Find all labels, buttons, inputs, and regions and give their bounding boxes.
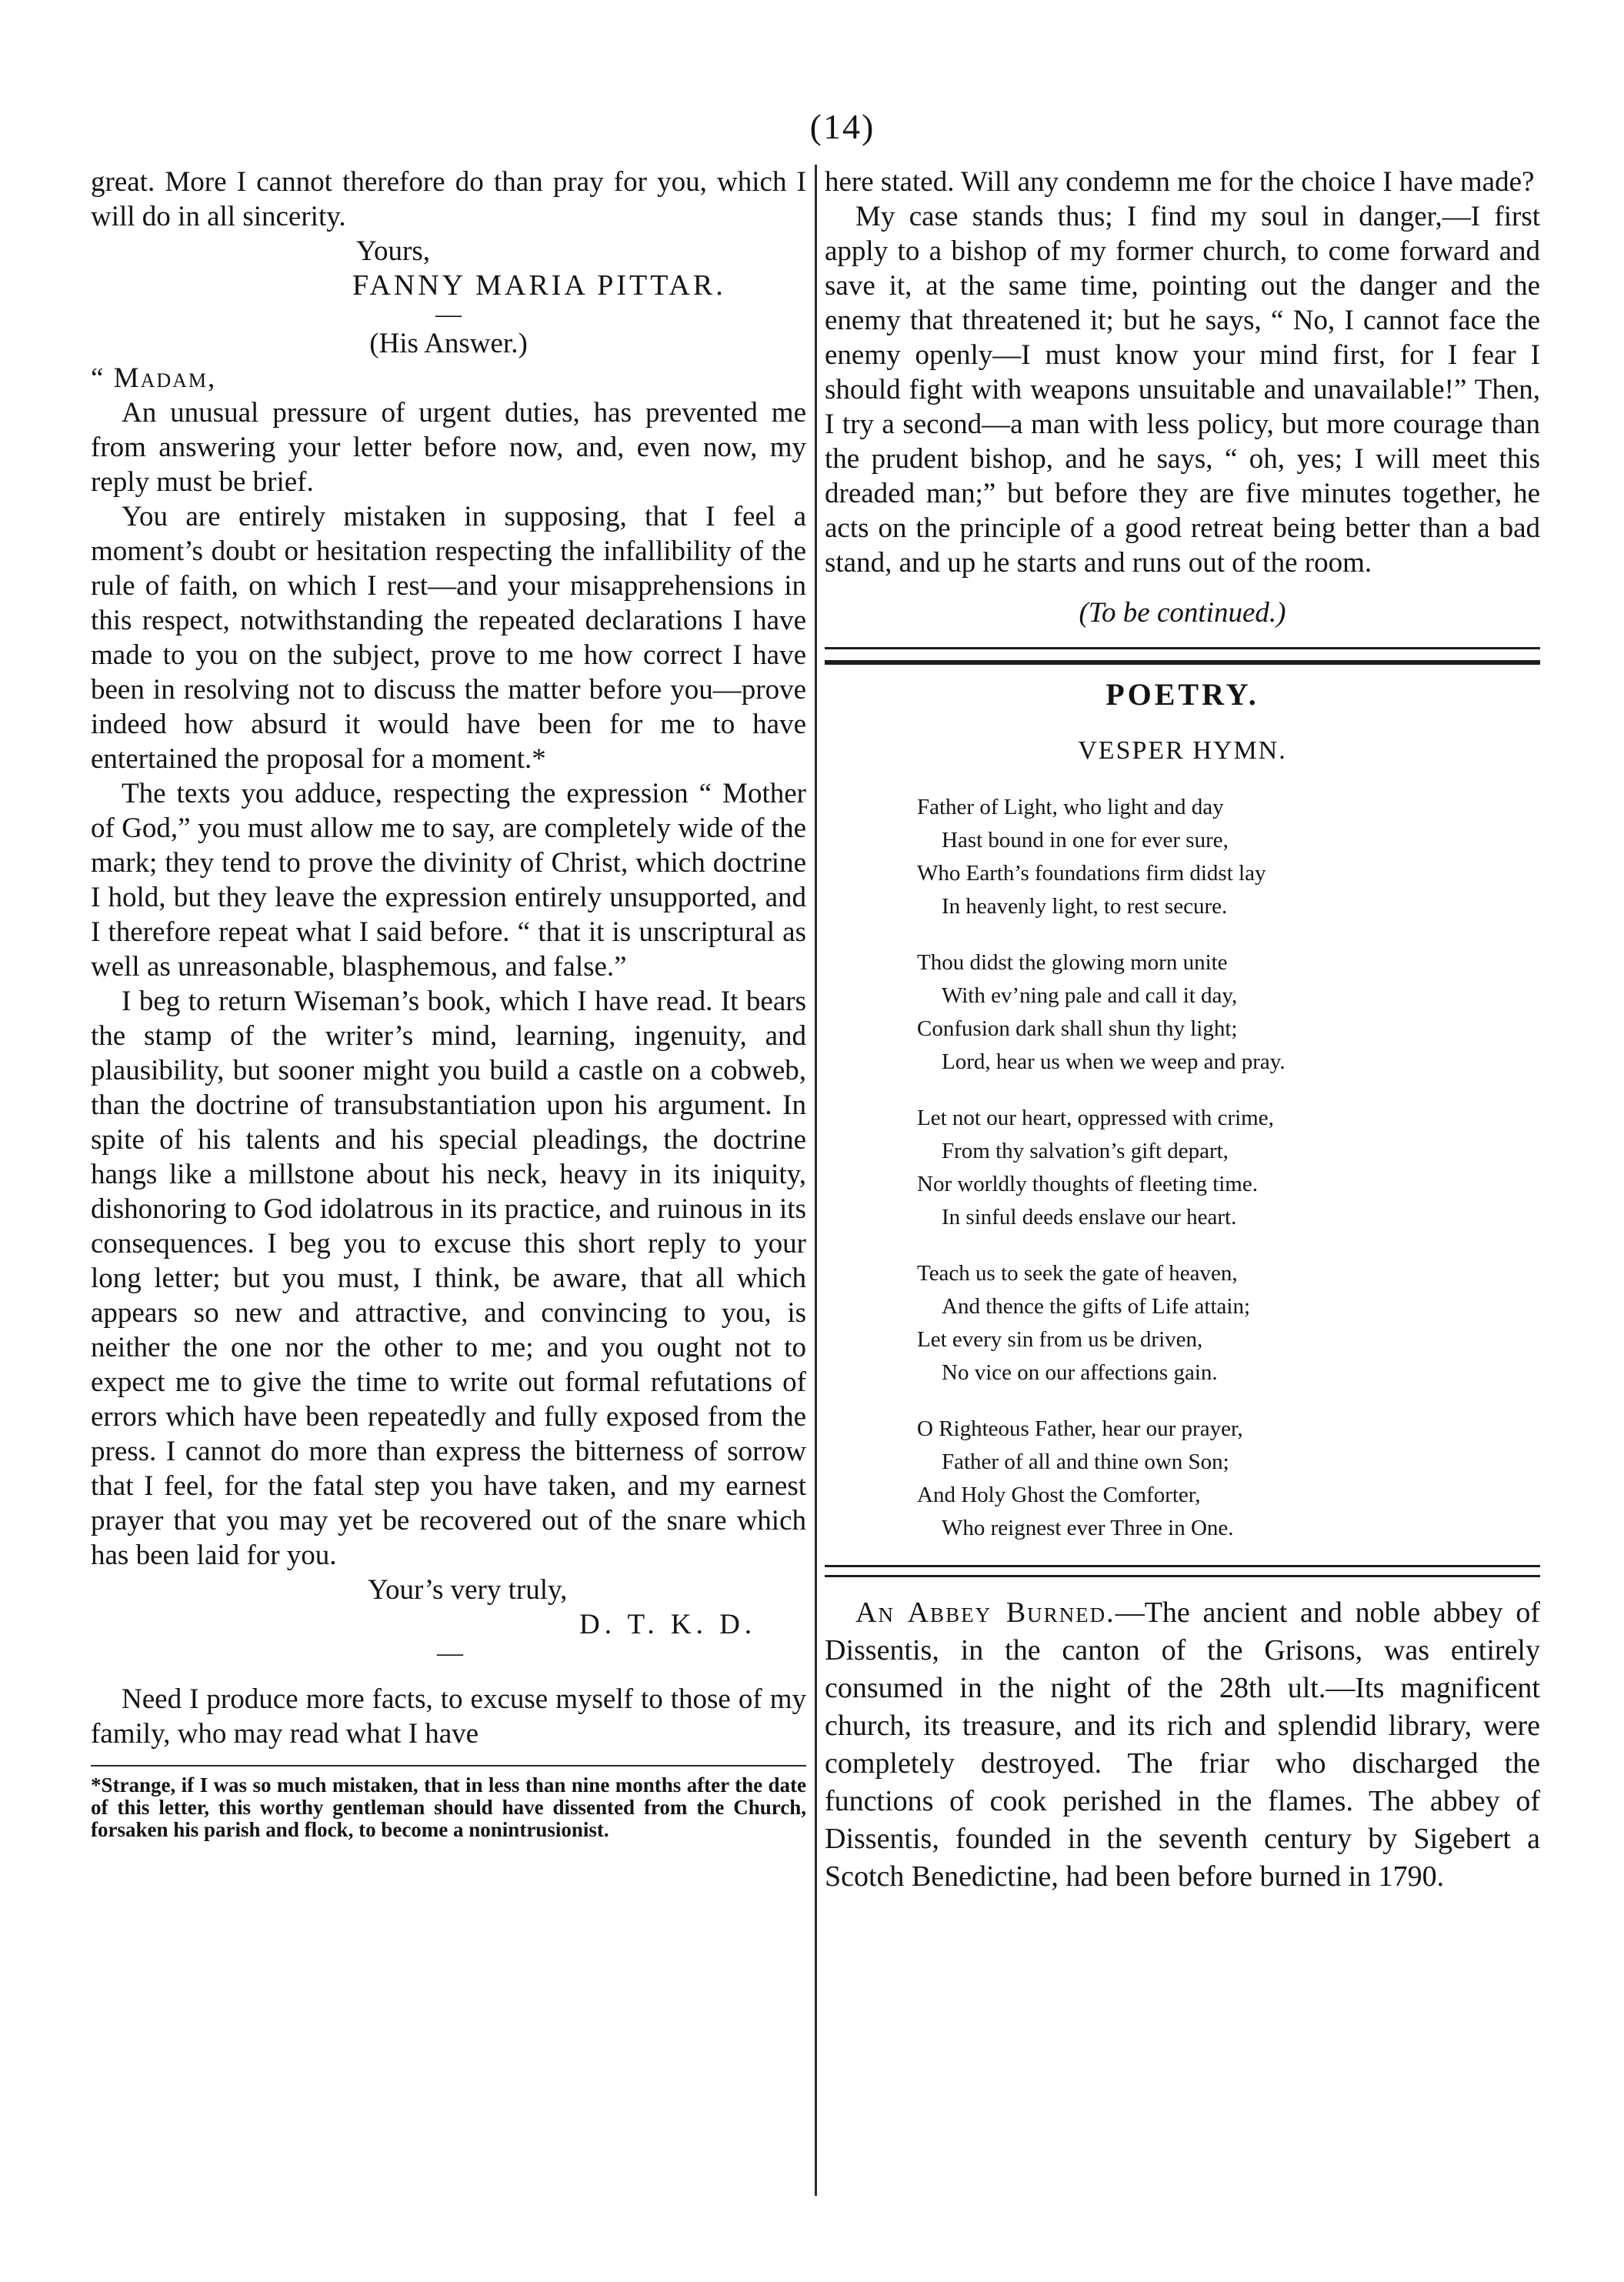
poem-stanza: [825, 1413, 1540, 1545]
narrative-paragraph: My case stands thus; I find my soul in danger,—I first apply to a bishop of my former church, to come forward and save it, at the same time, pointing out the danger and the enemy that threatened it; but he says, “ No, I cannot face the enemy openly—I must know your mind first, for I fear I should fight with weapons unsuitable and unavailable!” Then, I try a second—a man with less policy, but more courage than the prudent bishop, and he says, “ oh, yes; I will meet this dreaded man;” but before they are five minutes together, he acts on the principle of a good retreat being better than a bad stand, and up he starts and runs out of the room.: [825, 201, 1540, 579]
column-divider: [815, 165, 817, 2196]
news-item: [825, 1594, 1540, 1896]
separator-dash: —: [437, 1639, 463, 1667]
separator-dash: —: [435, 300, 462, 329]
verse-line: Thou didst the glowing morn unite: [917, 950, 1228, 975]
valediction: Your’s very truly,: [368, 1574, 568, 1606]
salutation: “ Madam,: [91, 362, 217, 394]
poem-stanza: [825, 946, 1540, 1079]
page-number: (14): [809, 107, 875, 146]
footnote: *Strange, if I was so much mistaken, that in less than nine months after the date of this letter, this worthy gentleman should have dissented from the Church, forsaken his parish and flock, to become a nonintrusionist.: [91, 1773, 806, 1841]
continuation-paragraph: Need I produce more facts, to excuse myself to those of my family, who may read what I have: [91, 1683, 806, 1750]
poetry-heading: POETRY.: [1105, 677, 1259, 712]
verse-line: O Righteous Father, hear our prayer,: [917, 1416, 1243, 1441]
footnote-rule: [91, 1765, 806, 1767]
verse-line: Teach us to seek the gate of heaven,: [917, 1261, 1238, 1286]
left-column: [91, 165, 806, 1841]
verse-line: And Holy Ghost the Comforter,: [917, 1483, 1201, 1507]
verse-line: Who Earth’s foundations firm didst lay: [917, 861, 1266, 886]
section-rule: [825, 647, 1540, 665]
news-headline: An Abbey Burned.: [855, 1596, 1115, 1629]
verse-line: Who reignest ever Three in One.: [942, 1516, 1234, 1540]
poem-stanza: [825, 791, 1540, 923]
verse-line: Let not our heart, oppressed with crime,: [917, 1106, 1274, 1130]
verse-line: Hast bound in one for ever sure,: [942, 828, 1229, 852]
letter-paragraph: The texts you adduce, respecting the expression “ Mother of God,” you must allow me to say, are completely wide of the mark; they tend to prove the divinity of Christ, which doctrine I hold, but they leave the expression entirely unsupported, and I therefore repeat what I said before. “ that it is unscriptural as well as unreasonable, blasphemous, and false.”: [91, 778, 806, 983]
verse-line: In heavenly light, to rest secure.: [942, 894, 1228, 919]
verse-line: In sinful deeds enslave our heart.: [942, 1205, 1237, 1229]
narrative-paragraph: here stated. Will any condemn me for the choice I have made?: [825, 166, 1535, 198]
letter-paragraph: An unusual pressure of urgent duties, has prevented me from answering your letter before now, and, even now, my reply must be brief.: [91, 397, 806, 498]
verse-line: Confusion dark shall shun thy light;: [917, 1016, 1238, 1041]
answer-heading: (His Answer.): [369, 328, 528, 359]
poem-end-rule: [825, 1565, 1540, 1577]
poem-title: VESPER HYMN.: [1078, 736, 1287, 765]
poem-stanza: [825, 1257, 1540, 1390]
poem-stanza: [825, 1102, 1540, 1234]
verse-line: From thy salvation’s gift depart,: [942, 1139, 1229, 1163]
verse-line: Nor worldly thoughts of fleeting time.: [917, 1172, 1258, 1196]
verse-line: Father of all and thine own Son;: [942, 1450, 1229, 1474]
letter-signature: FANNY MARIA PITTAR.: [352, 269, 726, 302]
letter-closing: Yours,: [356, 235, 430, 267]
verse-line: Lord, hear us when we weep and pray.: [942, 1049, 1286, 1074]
verse-line: Let every sin from us be driven,: [917, 1327, 1203, 1352]
verse-line: Father of Light, who light and day: [917, 795, 1224, 819]
verse-line: And thence the gifts of Life attain;: [942, 1294, 1251, 1319]
to-be-continued: (To be continued.): [1079, 597, 1286, 629]
reply-initials: D. T. K. D.: [579, 1609, 757, 1640]
intro-paragraph: great. More I cannot therefore do than pray for you, which I will do in all sincerity.: [91, 166, 806, 232]
verse-line: No vice on our affections gain.: [942, 1360, 1218, 1385]
verse-line: With ev’ning pale and call it day,: [942, 983, 1238, 1008]
letter-paragraph: You are entirely mistaken in supposing, that I feel a moment’s doubt or hesitation respecting the infallibility of the rule of faith, on which I rest—and your misapprehensions in this respect, notwithstanding the repeated declarations I have made to you on the subject, prove to me how correct I have been in resolving not to discuss the matter before you—prove indeed how absurd it would have been for me to have entertained the proposal for a moment.*: [91, 501, 806, 775]
news-body: —The ancient and noble abbey of Dissentis, in the canton of the Grisons, was entirely consumed in the night of the 28th ult.—Its magnificent church, its treasure, and its rich and splendid library, were completely destroyed. The friar who discharged the functions of cook perished in the flames. The abbey of Dissentis, founded in the seventh century by Sigebert a Scotch Benedictine, had been before burned in 1790.: [825, 1596, 1541, 1893]
letter-paragraph: I beg to return Wiseman’s book, which I have read. It bears the stamp of the writer’s mind, learning, ingenuity, and plausibility, but sooner might you build a castle on a cobweb, than the doctrine of transubstantiation upon his argument. In spite of his talents and his special pleadings, the doctrine hangs like a millstone about his neck, heavy in its iniquity, dishonoring to God idolatrous in its practice, and ruinous in its consequences. I beg you to excuse this short reply to your long letter; but you must, I think, be aware, that all which appears so new and attractive, and convincing to you, is neither the one nor the other to me; and you ought not to expect me to give the time to write out formal refutations of errors which have been repeatedly and fully exposed from the press. I cannot do more than express the bitterness of sorrow that I feel, for the fatal step you have taken, and my earnest prayer that you may yet be recovered out of the snare which has been laid for you.: [91, 986, 806, 1571]
right-column: [825, 165, 1540, 1896]
